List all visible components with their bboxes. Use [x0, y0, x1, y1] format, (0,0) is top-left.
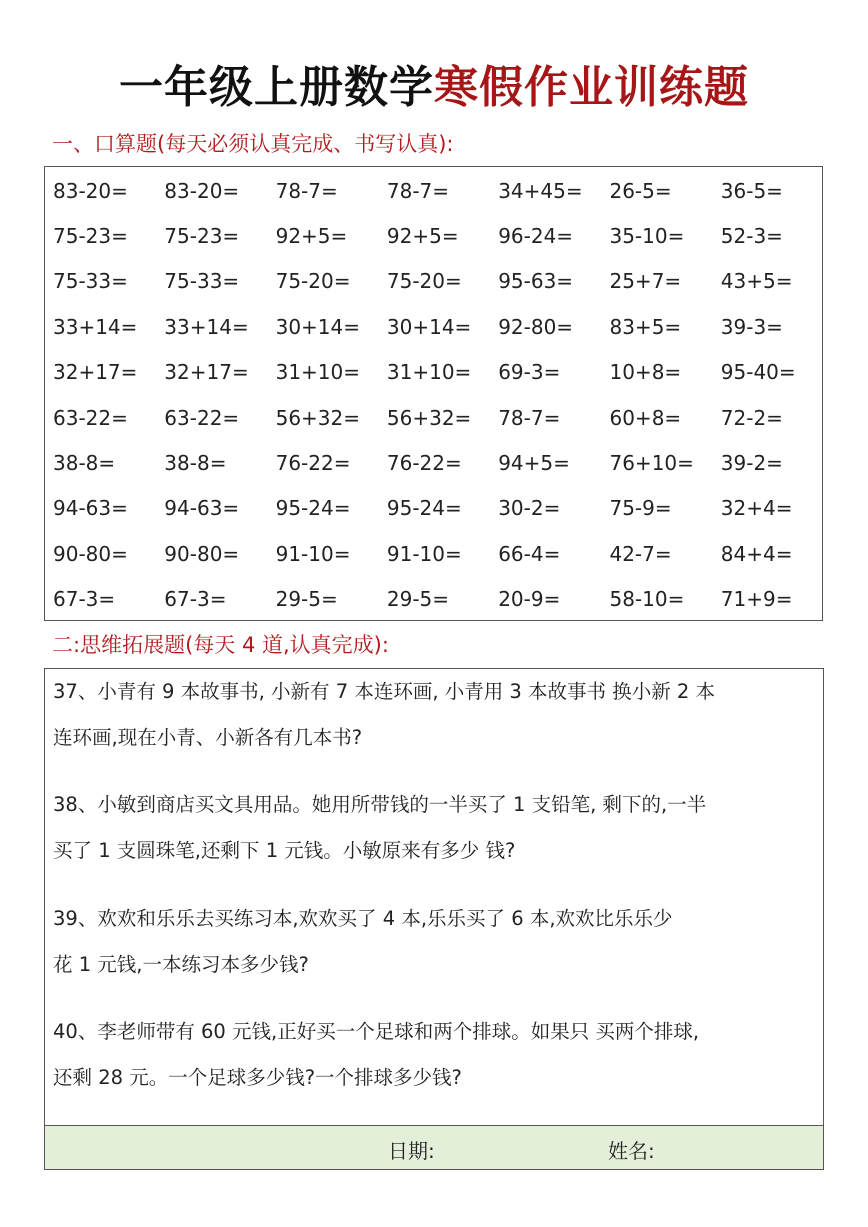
math-problem: 60+8= — [609, 405, 682, 430]
math-problem: 30-2= — [498, 496, 561, 521]
math-problem: 96-24= — [498, 224, 574, 249]
math-problem: 56+32= — [386, 405, 472, 430]
math-problem: 76-22= — [275, 451, 351, 476]
math-problem: 32+17= — [53, 360, 138, 385]
mental-math-box — [44, 166, 823, 621]
math-row — [53, 304, 832, 349]
math-problem: 94-63= — [53, 496, 128, 521]
math-row — [53, 168, 832, 213]
math-problem: 91-10= — [386, 541, 462, 566]
question-40 — [53, 1009, 817, 1101]
math-problem: 38-8= — [53, 451, 116, 476]
math-problem: 76+10= — [609, 451, 694, 476]
math-row — [53, 440, 832, 485]
math-problem: 90-80= — [164, 541, 240, 566]
math-problem: 31+10= — [386, 360, 472, 385]
math-problem: 30+14= — [275, 314, 361, 339]
page-title — [0, 58, 868, 118]
name-label: 姓名: — [608, 1139, 655, 1163]
math-row — [53, 213, 832, 258]
question-line: 39、欢欢和乐乐去买练习本,欢欢买了 4 本,乐乐买了 6 本,欢欢比乐乐少 — [53, 907, 673, 930]
math-problem: 83-20= — [164, 178, 240, 203]
math-row — [53, 350, 832, 395]
math-problem: 32+4= — [720, 496, 793, 521]
math-problem: 34+45= — [498, 178, 583, 203]
question-38 — [53, 782, 817, 874]
section1-heading: 一、口算题(每天必须认真完成、书写认真): — [52, 132, 454, 156]
question-39 — [53, 896, 817, 988]
math-problem: 67-3= — [53, 587, 116, 612]
math-problem: 75-9= — [609, 496, 672, 521]
math-problem: 78-7= — [386, 178, 450, 203]
math-problem: 30+14= — [386, 314, 472, 339]
math-problem: 56+32= — [275, 405, 361, 430]
math-problem: 26-5= — [609, 178, 672, 203]
math-problem: 78-7= — [498, 405, 561, 430]
math-problem: 25+7= — [609, 269, 682, 294]
title-part-red: 寒假作业训练题 — [434, 62, 749, 113]
math-problem: 29-5= — [386, 587, 450, 612]
math-problem: 63-22= — [53, 405, 128, 430]
word-problems-box — [44, 668, 824, 1170]
math-problem: 42-7= — [609, 541, 672, 566]
math-problem: 94-63= — [164, 496, 240, 521]
math-problem: 52-3= — [720, 224, 783, 249]
math-row — [53, 531, 832, 576]
math-problem: 92+5= — [275, 224, 348, 249]
math-problem: 92-80= — [498, 314, 574, 339]
math-problem: 39-3= — [720, 314, 783, 339]
math-problem: 66-4= — [498, 541, 561, 566]
date-label: 日期: — [388, 1139, 435, 1163]
question-37 — [53, 669, 817, 761]
math-problem: 75-33= — [164, 269, 240, 294]
math-problem: 83-20= — [53, 178, 128, 203]
question-line: 买了 1 支圆珠笔,还剩下 1 元钱。小敏原来有多少 钱? — [53, 839, 516, 862]
math-problem: 84+4= — [720, 541, 793, 566]
math-problem: 78-7= — [275, 178, 338, 203]
question-line: 连环画,现在小青、小新各有几本书? — [53, 726, 363, 749]
math-problem: 94+5= — [498, 451, 570, 476]
math-problem: 92+5= — [386, 224, 459, 249]
math-problem: 83+5= — [609, 314, 682, 339]
math-problem: 29-5= — [275, 587, 338, 612]
math-problem: 20-9= — [498, 587, 561, 612]
footer-bar — [45, 1125, 823, 1169]
math-problem: 31+10= — [275, 360, 361, 385]
math-row — [53, 259, 832, 304]
section2-heading: 二:思维拓展题(每天 4 道,认真完成): — [52, 633, 389, 657]
math-problem: 32+17= — [164, 360, 249, 385]
math-problem: 33+14= — [164, 314, 249, 339]
math-problem: 33+14= — [53, 314, 138, 339]
math-problem: 76-22= — [386, 451, 462, 476]
title-part-black: 一年级上册数学 — [119, 62, 434, 113]
question-line: 40、李老师带有 60 元钱,正好买一个足球和两个排球。如果只 买两个排球, — [53, 1020, 700, 1043]
question-line: 还剩 28 元。一个足球多少钱?一个排球多少钱? — [53, 1066, 462, 1089]
math-problem: 75-23= — [164, 224, 240, 249]
math-problem: 36-5= — [720, 178, 783, 203]
math-problem: 72-2= — [720, 405, 783, 430]
math-problem: 63-22= — [164, 405, 240, 430]
math-row — [53, 577, 832, 622]
math-problem: 95-63= — [498, 269, 574, 294]
math-problem: 95-24= — [386, 496, 462, 521]
math-problem: 75-33= — [53, 269, 128, 294]
question-line: 37、小青有 9 本故事书, 小新有 7 本连环画, 小青用 3 本故事书 换小新 2 本 — [53, 680, 716, 703]
math-problem: 67-3= — [164, 587, 227, 612]
question-line: 花 1 元钱,一本练习本多少钱? — [53, 953, 309, 976]
math-problem: 58-10= — [609, 587, 685, 612]
question-line: 38、小敏到商店买文具用品。她用所带钱的一半买了 1 支铅笔, 剩下的,一半 — [53, 793, 707, 816]
math-problem: 91-10= — [275, 541, 351, 566]
math-problem: 75-20= — [386, 269, 462, 294]
math-row — [53, 395, 832, 440]
math-problem: 43+5= — [720, 269, 793, 294]
math-problem: 75-23= — [53, 224, 128, 249]
math-problem: 38-8= — [164, 451, 227, 476]
math-problem: 10+8= — [609, 360, 682, 385]
mental-math-grid — [53, 167, 832, 622]
math-problem: 71+9= — [720, 587, 793, 612]
math-problem: 69-3= — [498, 360, 561, 385]
math-problem: 90-80= — [53, 541, 128, 566]
math-problem: 95-40= — [720, 360, 796, 385]
math-problem: 75-20= — [275, 269, 351, 294]
math-problem: 35-10= — [609, 224, 685, 249]
math-problem: 95-24= — [275, 496, 351, 521]
math-row — [53, 486, 832, 531]
math-problem: 39-2= — [720, 451, 783, 476]
